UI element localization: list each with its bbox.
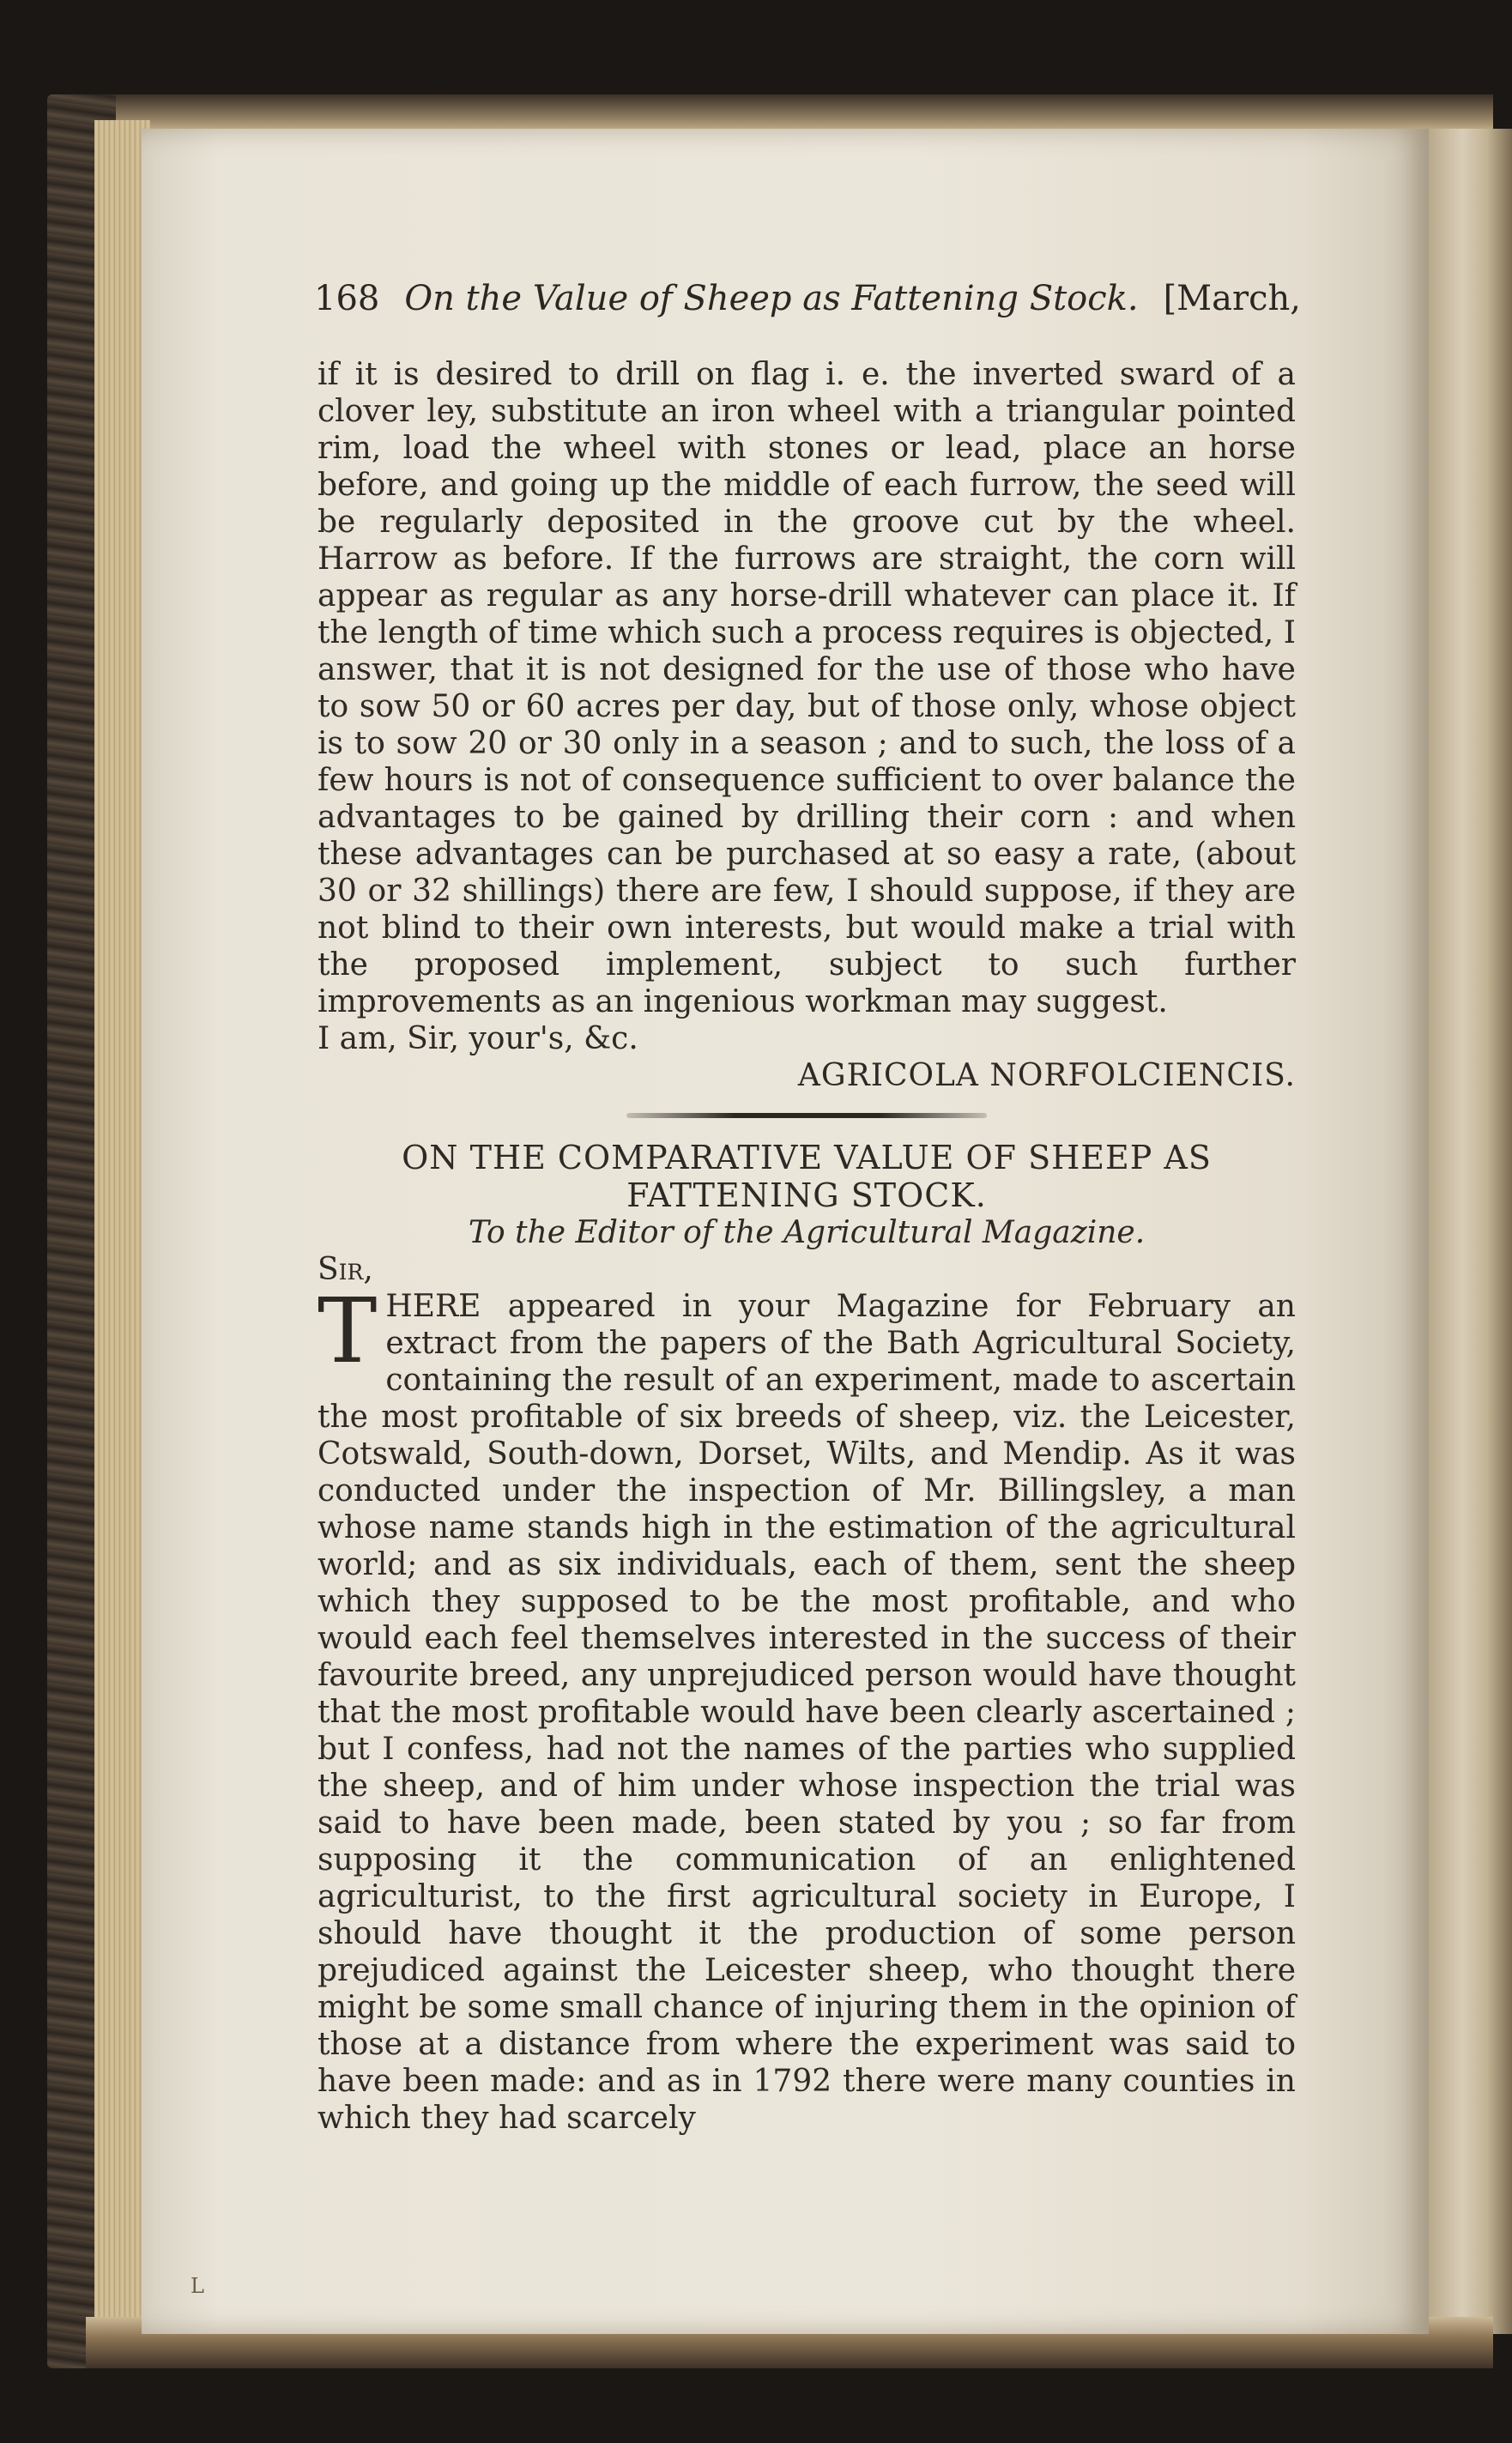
section-divider [626, 1113, 987, 1118]
running-title: On the Value of Sheep as Fattening Stock. [404, 279, 1139, 318]
running-header [314, 279, 1301, 330]
signature-mark: L [191, 2274, 204, 2298]
article-paragraph: THERE appeared in your Magazine for February an extract from the papers of the Bath Agricultural Society, containing the result of an experiment, made to ascertain the most profitable of six breeds of sheep, viz. the Leicester, Cotswald, South-down, Dorset, Wilts, and Mendip. As it was conducted under the inspection of Mr. Billingsley, a man whose name stands high in the estimation of the agricultural world; and as six individuals, each of them, sent the sheep which they supposed to be the most profitable, and who would each feel themselves interested in the success of their favourite breed, any unprejudiced person would have thought that the most profitable would have been clearly ascertained ; but I confess, had not the names of the parties who supplied the sheep, and of him under whose inspection the trial was said to have been made, been stated by you ; so far from supposing it the communication of an enlightened agriculturist, to the first agricultural society in Europe, I should have thought it the production of some person prejudiced against the Leicester sheep, who thought there might be some small chance of injuring them in the opinion of those at a distance from where the experiment was said to have been made: and as in 1792 there were many counties in which they had scarcely [318, 1279, 1296, 2136]
page-number: 168 [314, 279, 380, 318]
letter-signoff: I am, Sir, your's, &c. [318, 1021, 638, 1056]
right-page-edge [1429, 129, 1512, 2334]
page-text [318, 356, 1296, 2137]
article-title: ON THE COMPARATIVE VALUE OF SHEEP AS FATTENING STOCK. [402, 1139, 1212, 1214]
letter-paragraph: if it is desired to drill on flag i. e. the inverted sward of a clover ley, substitute an iron wheel with a triangular pointed rim, load the wheel with stones or lead, place an horse before, and going up the middle of each furrow, the seed will be regularly deposited in the groove cut by the wheel. Harrow as before. If the furrows are straight, the corn will appear as regular as any horse-drill whatever can place it. If the length of time which such a process requires is objected, I answer, that it is not designed for the use of those who have to sow 50 or 60 acres per day, but of those only, whose object is to sow 20 or 30 only in a season ; and to such, the loss of a few hours is not of consequence sufficient to over balance the advantages to be gained by drilling their corn : and when these advantages can be purchased at so easy a rate, (about 30 or 32 shillings) there are few, I should suppose, if they are not blind to their own interests, but would make a trial with the proposed implement, subject to such further improvements as an ingenious workman may suggest. [318, 357, 1296, 1019]
editor-line: To the Editor of the Agricultural Magazine. [468, 1215, 1146, 1250]
salutation: Sir, [318, 1252, 373, 1287]
letter-signature: AGRICOLA NORFOLCIENCIS. [797, 1058, 1296, 1093]
book-top-edge [86, 94, 1493, 133]
header-month: [March, [1163, 279, 1301, 318]
